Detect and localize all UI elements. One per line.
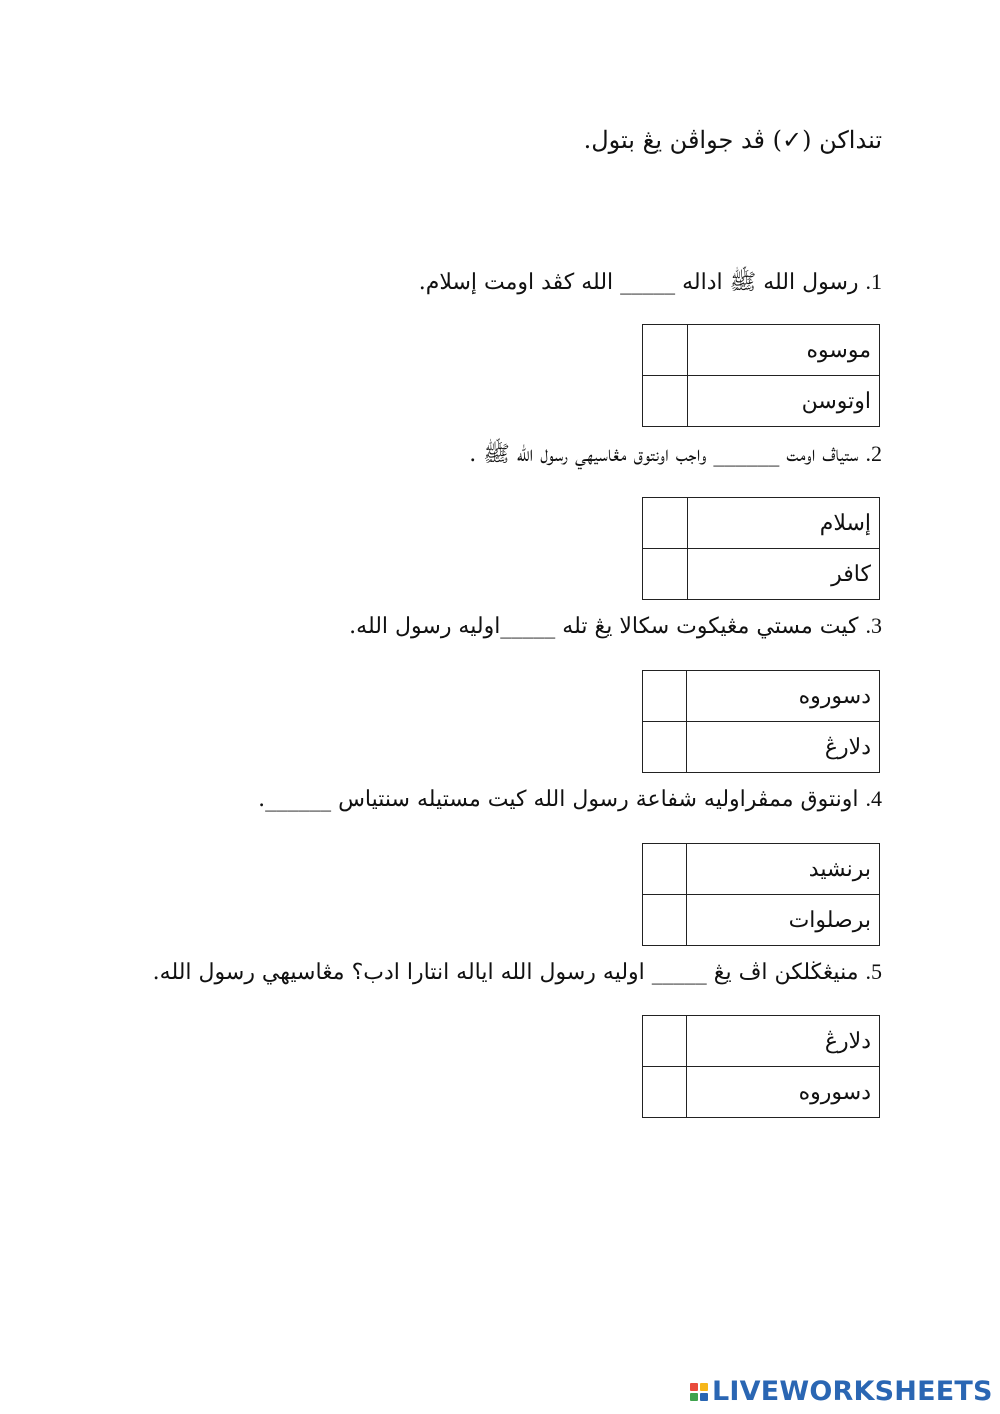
question-number: 5. — [865, 959, 882, 984]
option-label: دلارڠ — [687, 722, 880, 773]
option-row — [643, 844, 880, 895]
question-text: ستياڤ اومت ______ واجب اونتوق مڠاسيهي رسول الله ﷺ . — [469, 442, 859, 467]
options-table-3 — [642, 670, 880, 773]
instruction-text: تنداکن (✓) ڤد جواڤن يڠ بتول. — [583, 126, 882, 154]
question-1 — [419, 268, 882, 300]
options-table-4 — [642, 843, 880, 946]
option-row — [643, 1016, 880, 1067]
logo-square — [690, 1393, 698, 1401]
option-row — [643, 376, 880, 427]
answer-checkbox[interactable] — [643, 844, 687, 895]
answer-checkbox[interactable] — [643, 1067, 687, 1118]
answer-checkbox[interactable] — [643, 498, 688, 549]
liveworksheets-logo-icon — [690, 1383, 708, 1401]
option-row — [643, 325, 880, 376]
option-row — [643, 498, 880, 549]
question-number: 2. — [865, 441, 882, 466]
brand-wordmark: LIVEWORKSHEETS — [712, 1376, 993, 1407]
option-label: اوتوسن — [687, 376, 880, 427]
option-row — [643, 722, 880, 773]
question-text: منيڠڬلكن اڤ يڠ _____ اوليه رسول الله اياله انتارا ادب؟ مڠاسيهي رسول الله. — [152, 960, 859, 985]
logo-square — [700, 1393, 708, 1401]
option-row — [643, 895, 880, 946]
option-label: برنشيد — [687, 844, 880, 895]
question-4 — [258, 786, 882, 812]
option-label: برصلوات — [687, 895, 880, 946]
answer-checkbox[interactable] — [643, 549, 688, 600]
question-5 — [153, 959, 882, 985]
question-number: 4. — [865, 786, 882, 811]
answer-checkbox[interactable] — [643, 722, 687, 773]
option-label: دسوروه — [687, 1067, 880, 1118]
question-text: كيت مستي مڠيكوت سکالا يڠ تله _____اوليه رسول الله. — [349, 614, 859, 639]
logo-square — [700, 1383, 708, 1391]
question-3 — [349, 613, 882, 639]
options-table-2 — [642, 497, 880, 600]
question-text: رسول الله ﷺ اداله _____ الله كڤد اومت إسلام. — [418, 270, 859, 295]
logo-square — [690, 1383, 698, 1391]
question-number: 3. — [865, 613, 882, 638]
option-label: دسوروه — [687, 671, 880, 722]
option-label: إسلام — [687, 498, 879, 549]
option-row — [643, 549, 880, 600]
question-2 — [469, 440, 882, 472]
option-row — [643, 671, 880, 722]
question-text: اونتوق ممڤراوليه شفاعة رسول الله كيت مستيله سنتياس ______. — [258, 787, 859, 812]
question-number: 1. — [865, 269, 882, 294]
answer-checkbox[interactable] — [643, 325, 688, 376]
option-label: دلارڠ — [687, 1016, 880, 1067]
answer-checkbox[interactable] — [643, 671, 687, 722]
option-label: موسوه — [687, 325, 880, 376]
options-table-1 — [642, 324, 880, 427]
option-label: كافر — [687, 549, 879, 600]
liveworksheets-brand — [690, 1376, 993, 1407]
answer-checkbox[interactable] — [643, 376, 688, 427]
answer-checkbox[interactable] — [643, 895, 687, 946]
options-table-5 — [642, 1015, 880, 1118]
answer-checkbox[interactable] — [643, 1016, 687, 1067]
option-row — [643, 1067, 880, 1118]
